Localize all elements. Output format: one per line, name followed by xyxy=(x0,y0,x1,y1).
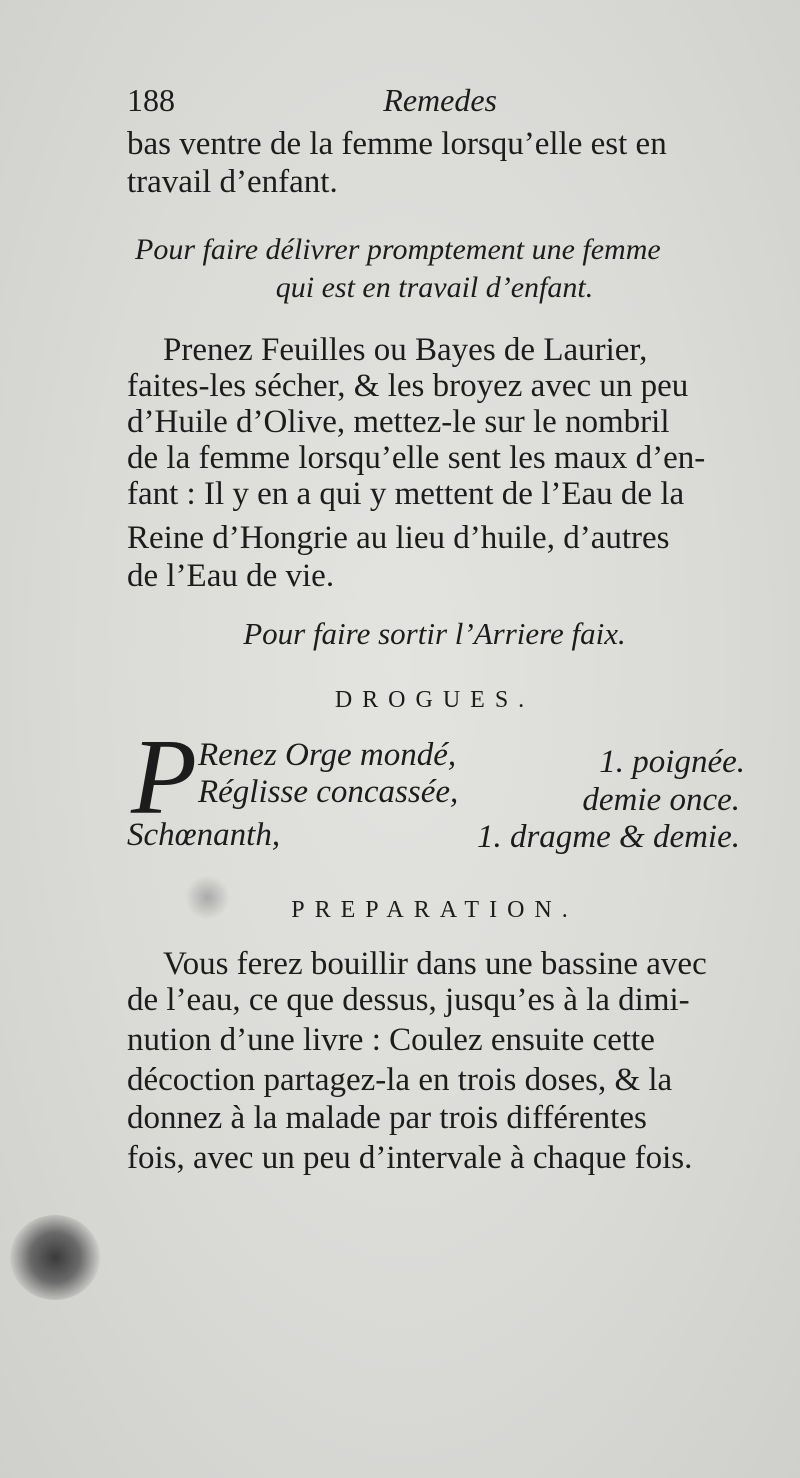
section-title: Pour faire sortir l’Arriere faix. xyxy=(243,616,626,651)
preparation-heading: PREPARATION. xyxy=(291,897,578,923)
text-line: donnez à la malade par trois différentes xyxy=(127,1100,647,1136)
running-header xyxy=(127,80,497,120)
section-title: qui est en travail d’enfant. xyxy=(275,271,594,304)
ink-stain xyxy=(10,1215,100,1300)
ingredient-name: Renez Orge mondé, xyxy=(198,737,457,773)
text-line: de la femme lorsqu’elle sent les maux d’en- xyxy=(127,440,706,476)
ingredient-name: Réglisse concassée, xyxy=(198,774,459,810)
text-line: de l’eau, ce que dessus, jusqu’es à la dimi- xyxy=(127,982,690,1018)
text-line: de l’Eau de vie. xyxy=(127,558,335,594)
text-line: Prenez Feuilles ou Bayes de Laurier, xyxy=(163,332,648,368)
section-title: Pour faire délivrer promptement une femme xyxy=(135,233,661,266)
ingredient-name: Schœnanth, xyxy=(127,817,281,853)
ingredient-quantity: 1. dragme & demie. xyxy=(476,819,740,855)
text-line: travail d’enfant. xyxy=(127,164,338,200)
text-line: bas ventre de la femme lorsqu’elle est en xyxy=(127,126,667,162)
text-line: fant : Il y en a qui y mettent de l’Eau de la xyxy=(127,476,685,512)
text-line: Reine d’Hongrie au lieu d’huile, d’autres xyxy=(127,520,670,556)
running-title: Remedes xyxy=(383,82,497,118)
text-line: décoction partagez-la en trois doses, & la xyxy=(127,1062,673,1098)
text-line: faites-les sécher, & les broyez avec un peu xyxy=(127,368,689,404)
page-number: 188 xyxy=(127,82,175,118)
text-line: Vous ferez bouillir dans une bassine avec xyxy=(163,946,707,982)
ingredient-quantity: demie once. xyxy=(582,782,740,818)
drogues-heading: DROGUES. xyxy=(334,687,535,713)
text-line: nution d’une livre : Coulez ensuite cette xyxy=(127,1022,655,1058)
text-line: fois, avec un peu d’intervale à chaque fois. xyxy=(127,1140,693,1176)
ingredient-quantity: 1. poignée. xyxy=(599,744,745,780)
drop-cap: P xyxy=(131,718,197,837)
text-line: d’Huile d’Olive, mettez-le sur le nombril xyxy=(127,404,670,440)
